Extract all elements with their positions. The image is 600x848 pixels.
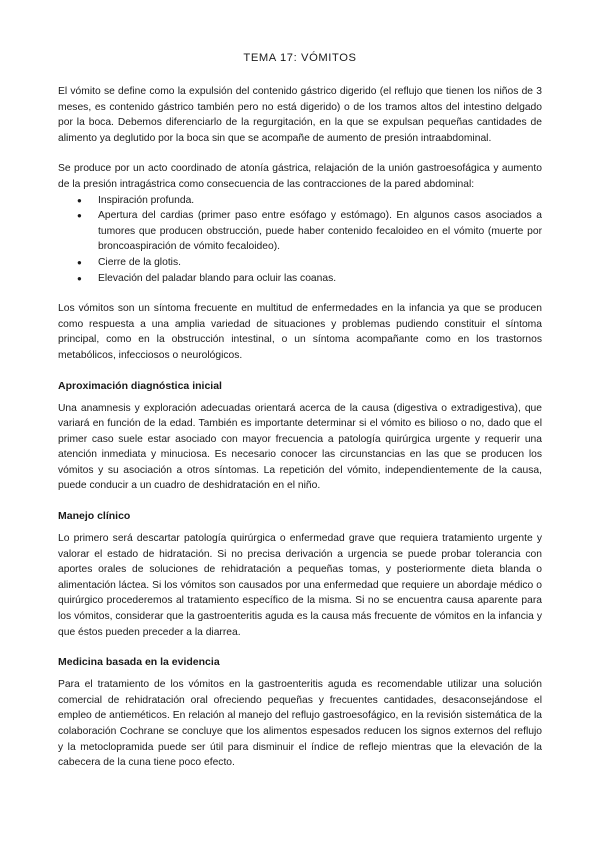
intro-paragraph-3: Los vómitos son un síntoma frecuente en multitud de enfermedades en la infancia ya que se producen como respuesta a una amplia variedad de situaciones y problemas pudiendo constituir el síntoma principal, como en la obstrucción intestinal, o un síntoma acompañante como en los trastornos metabólicos, infecciosos o neurológicos. [58, 303, 542, 361]
section-text-management: Lo primero será descartar patología quirúrgica o enfermedad grave que requiera tratamiento urgente y valorar el estado de hidratación. Si no precisa derivación a urgencia se puede probar tolerancia con aportes orales de soluciones de rehidratación a pequeñas tomas, y posteriormente dieta blanda o alimentación láctea. Si los vómitos son causados por una enfermedad que requiere un abordaje médico o quirúrgico procederemos al tratamiento específico de la misma. Si no se encuentra causa aparente para los vómitos, considerar que la gastroenteritis aguda es la causa más frecuente de vómitos en la infancia y que éstos pueden preceder a la diarrea. [58, 533, 542, 638]
intro-paragraph-1: El vómito se define como la expulsión del contenido gástrico digerido (el reflujo que tienen los niños de 3 meses, es contenido gástrico también pero no está digerido) o de los tramos altos del intestino delgado por la boca. Debemos diferenciarlo de la regurgitación, en la que se expulsan pequeñas cantidades de alimento ya deglutido por la boca sin que se acompañe de aumento de presión intraabdominal. [58, 86, 542, 144]
list-item: ● Cierre de la glotis. [98, 255, 542, 271]
mechanism-list [58, 193, 542, 287]
page-title: TEMA 17: VÓMITOS [243, 52, 357, 64]
section-heading-management: Manejo clínico [58, 510, 131, 523]
section-heading-evidence: Medicina basada en la evidencia [58, 656, 220, 669]
intro-paragraph-2: Se produce por un acto coordinado de atonía gástrica, relajación de la unión gastroesofágica y aumento de la presión intragástrica como consecuencia de las contracciones de la pared abdominal: [58, 163, 542, 190]
section-heading-diagnosis: Aproximación diagnóstica inicial [58, 379, 222, 392]
list-item: ● Inspiración profunda. [98, 193, 542, 209]
list-item: ● Elevación del paladar blando para ocluir las coanas. [98, 271, 542, 287]
section-text-diagnosis: Una anamnesis y exploración adecuadas orientará acerca de la causa (digestiva o extradigestiva), que variará en función de la edad. También es importante determinar si el vómito es bilioso o no, dado que el primer caso suele estar asociado con mayor frecuencia a patología quirúrgica urgente y requerir una atención inmediata y minuciosa. Es necesario conocer las circunstancias en las que se producen los vómitos y su asociación a otros síntomas. La repetición del vómito, independientemente de la causa, puede conducir a un cuadro de deshidratación en el niño. [58, 402, 542, 492]
section-text-evidence: Para el tratamiento de los vómitos en la gastroenteritis aguda es recomendable utilizar una solución comercial de rehidratación oral ofreciendo pequeñas y frecuentes cantidades, desaconsejándose el empleo de antieméticos. En relación al manejo del reflujo gastroesofágico, en la revisión sistemática de la colaboración Cochrane se concluye que los alimentos espesados reducen los signos externos del reflujo y la metoclopramida puede ser útil para disminuir el índice de reflejo mientras que la elevación de la cabecera de la cuna tiene poco efecto. [58, 679, 542, 769]
list-item: ● Apertura del cardias (primer paso entre esófago y estómago). En algunos casos asociados a tumores que producen obstrucción, puede haber contenido fecaloideo en el vómito (muerte por broncoaspiración de vómito fecaloideo). [98, 208, 542, 255]
